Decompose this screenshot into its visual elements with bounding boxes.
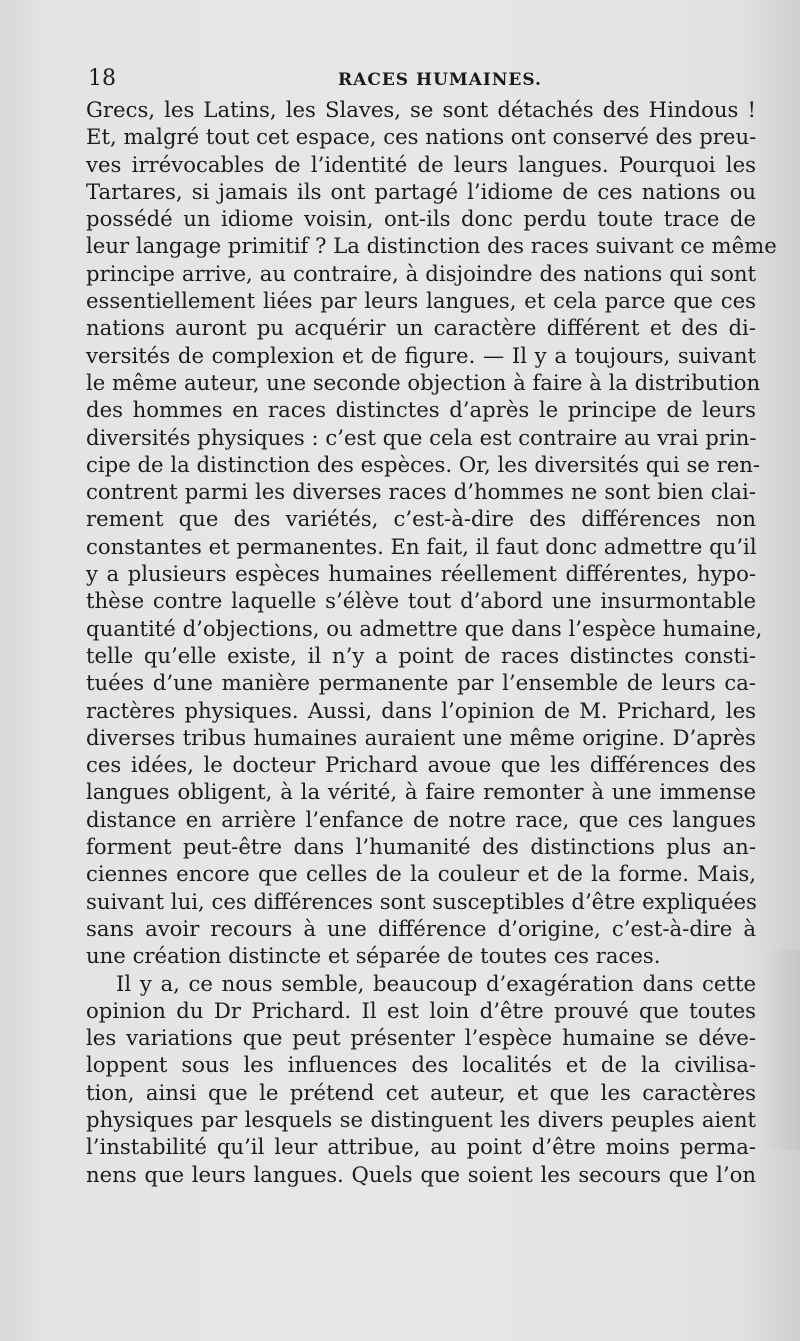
text-line: ces idées, le docteur Prichard avoue que les différences des	[86, 752, 756, 778]
text-line: diversités physiques : c’est que cela est contraire au vrai prin-	[86, 424, 757, 450]
text-line: des hommes en races distinctes d’après le principe de leurs	[86, 397, 756, 423]
paragraph-end-line: une création distincte et séparée de toutes ces races.	[86, 943, 661, 969]
text-line: forment peut-être dans l’humanité des distinctions plus an-	[86, 834, 756, 860]
running-title: RACES HUMAINES.	[338, 70, 542, 90]
text-line: contrent parmi les diverses races d’hommes ne sont bien clai-	[86, 479, 756, 505]
text-line: distance en arrière l’enfance de notre race, que ces langues	[86, 806, 756, 832]
page-header	[88, 66, 748, 96]
text-line: loppent sous les influences des localités et de la civilisa-	[86, 1052, 756, 1078]
text-line: langues obligent, à la vérité, à faire remonter à une immense	[86, 779, 756, 805]
text-line: le même auteur, une seconde objection à faire à la distribution	[86, 369, 761, 395]
text-line: versités de complexion et de figure. — Il y a toujours, suivant	[86, 342, 756, 368]
text-line: l’instabilité qu’il leur attribue, au point d’être moins perma-	[86, 1134, 756, 1160]
text-line: ractères physiques. Aussi, dans l’opinion de M. Prichard, les	[86, 697, 756, 723]
text-line: constantes et permanentes. En fait, il faut donc admettre qu’il	[86, 533, 757, 559]
text-line: sans avoir recours à une différence d’origine, c’est-à-dire à	[86, 915, 756, 941]
text-line: rement que des variétés, c’est-à-dire des différences non	[86, 506, 756, 532]
text-line: opinion du Dr Prichard. Il est loin d’être prouvé que toutes	[86, 997, 756, 1023]
text-line: nations auront pu acquérir un caractère différent et des di-	[86, 315, 756, 341]
text-line: suivant lui, ces différences sont susceptibles d’être expliquées	[86, 888, 757, 914]
text-line: principe arrive, au contraire, à disjoindre des nations qui sont	[86, 260, 756, 286]
page-number: 18	[88, 66, 116, 91]
text-line: Tartares, si jamais ils ont partagé l’idiome de ces nations ou	[86, 178, 756, 204]
text-line: essentiellement liées par leurs langues, et cela parce que ces	[86, 288, 756, 314]
text-line: diverses tribus humaines auraient une même origine. D’après	[86, 724, 756, 750]
text-line: possédé un idiome voisin, ont-ils donc perdu toute trace de	[86, 206, 756, 232]
text-line: tion, ainsi que le prétend cet auteur, et que les caractères	[86, 1079, 756, 1105]
text-line: y a plusieurs espèces humaines réellement différentes, hypo-	[86, 561, 756, 587]
text-line: telle qu’elle existe, il n’y a point de races distinctes consti-	[86, 642, 756, 668]
text-line: tuées d’une manière permanente par l’ensemble de leurs ca-	[86, 670, 756, 696]
text-line: ves irrévocables de l’identité de leurs langues. Pourquoi les	[86, 151, 756, 177]
page-edge-shadow	[760, 950, 800, 1150]
text-line: quantité d’objections, ou admettre que dans l’espèce humaine,	[86, 615, 763, 641]
text-line: leur langage primitif ? La distinction des races suivant ce même	[86, 233, 777, 259]
text-line: ciennes encore que celles de la couleur et de la forme. Mais,	[86, 861, 756, 887]
text-line: nens que leurs langues. Quels que soient les secours que l’on	[86, 1161, 756, 1187]
text-line: physiques par lesquels se distinguent les divers peuples aient	[86, 1106, 756, 1132]
text-line: les variations que peut présenter l’espèce humaine se déve-	[86, 1025, 756, 1051]
paragraph-start-line: Il y a, ce nous semble, beaucoup d’exagération dans cette	[116, 970, 756, 996]
text-line: thèse contre laquelle s’élève tout d’abord une insurmontable	[86, 588, 756, 614]
text-line: Et, malgré tout cet espace, ces nations ont conservé des preu-	[86, 124, 757, 150]
text-line: Grecs, les Latins, les Slaves, se sont détachés des Hindous !	[86, 97, 756, 122]
body-text	[86, 96, 777, 1188]
text-line: cipe de la distinction des espèces. Or, les diversités qui se ren-	[86, 451, 761, 477]
